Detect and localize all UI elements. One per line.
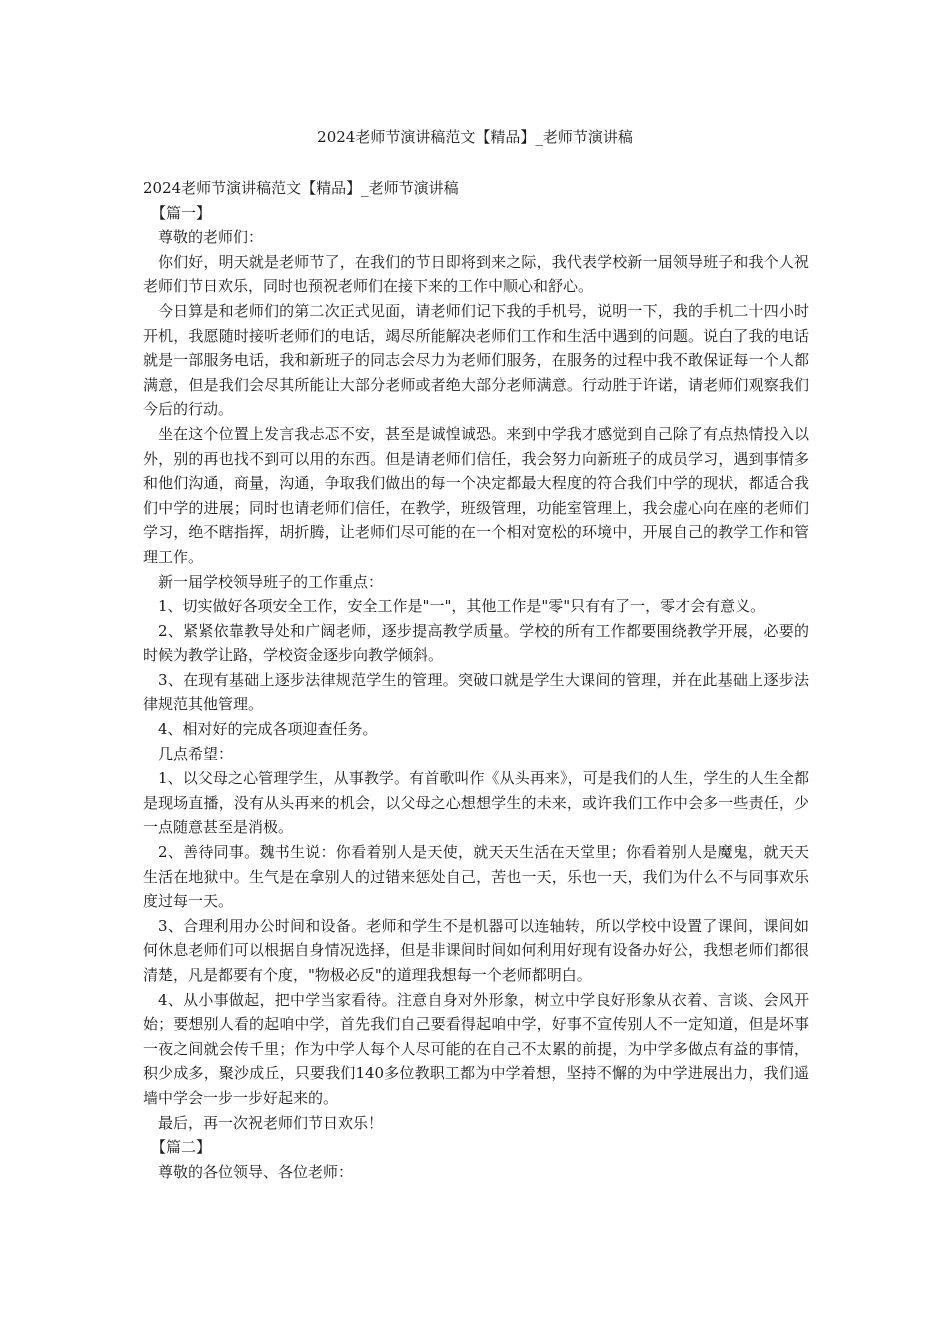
paragraph: 1、以父母之心管理学生，从事教学。有首歌叫作《从头再来》，可是我们的人生，学生的人生全都是现场直播，没有从头再来的机会，以父母之心想想学生的未来，或许我们工作中会多一些责任，少一点随意甚至是消极。 — [143, 769, 809, 837]
paragraph: 2024老师节演讲稿范文【精品】_老师节演讲稿 — [143, 179, 459, 197]
paragraph: 1、切实做好各项安全工作，安全工作是"一"，其他工作是"零"只有有了一，零才会有意义。 — [158, 597, 766, 616]
paragraph: 3、在现有基础上逐步法律规范学生的管理。突破口就是学生大课间的管理，并在此基础上逐步法律规范其他管理。 — [143, 670, 809, 714]
paragraph: 坐在这个位置上发言我忐忑不安，甚至是诚惶诚恐。来到中学我才感觉到自己除了有点热情投入以外，别的再也找不到可以用的东西。但是请老师们信任，我会努力向新班子的成员学习，遇到事情多和他们沟通，商量，沟通，争取我们做出的每一个决定都最大程度的符合我们中学的现状，都适合我们中学的进展；同时也请老师们信任，在教学，班级管理，功能室管理上，我会虚心向在座的老师们学习，绝不瞎指挥，胡折腾，让老师们尽可能的在一个相对宽松的环境中，开展自己的教学工作和管理工作。 — [143, 424, 809, 566]
section-heading: 【篇一】 — [151, 203, 212, 222]
paragraph: 你们好，明天就是老师节了，在我们的节日即将到来之际，我代表学校新一届领导班子和我个人祝老师们节日欢乐，同时也预祝老师们在接下来的工作中顺心和舒心。 — [143, 252, 809, 296]
paragraph: 尊敬的老师们： — [158, 228, 264, 247]
paragraph: 最后，再一次祝老师们节日欢乐！ — [158, 1113, 384, 1132]
document-body — [143, 176, 809, 1184]
paragraph: 2、紧紧依靠教导处和广阔老师，逐步提高教学质量。学校的所有工作都要围绕教学开展，必要的时候为教学让路，学校资金逐步向教学倾斜。 — [143, 621, 809, 665]
document-title: 2024老师节演讲稿范文【精品】_老师节演讲稿 — [317, 128, 633, 146]
paragraph: 2、善待同事。魏书生说：你看着别人是天使，就天天生活在天堂里；你看着别人是魔鬼，就天天生活在地狱中。生气是在拿别人的过错来惩处自己，苦也一天，乐也一天，我们为什么不与同事欢乐度过每一天。 — [143, 843, 809, 911]
paragraph: 新一届学校领导班子的工作重点： — [158, 572, 384, 591]
paragraph: 4、相对好的完成各项迎查任务。 — [158, 720, 378, 739]
paragraph: 今日算是和老师们的第二次正式见面，请老师们记下我的手机号，说明一下，我的手机二十四小时开机，我愿随时接听老师们的电话，竭尽所能解决老师们工作和生活中遇到的问题。说白了我的电话就是一部服务电话，我和新班子的同志会尽力为老师们服务，在服务的过程中我不敢保证每一个人都满意，但是我们会尽其所能让大部分老师或者绝大部分老师满意。行动胜于许诺，请老师们观察我们今后的行动。 — [143, 301, 809, 419]
paragraph: 3、合理利用办公时间和设备。老师和学生不是机器可以连轴转，所以学校中设置了课间，课间如何休息老师们可以根据自身情况选择，但是非课间时间如何利用好现有设备办好公，我想老师们都很清楚，凡是都要有个度，"物极必反"的道理我想每一个老师都明白。 — [143, 916, 809, 984]
paragraph: 几点希望： — [158, 744, 234, 763]
paragraph: 4、从小事做起，把中学当家看待。注意自身对外形象，树立中学良好形象从衣着、言谈、会风开始；要想别人看的起咱中学，首先我们自己要看得起咱中学，好事不宣传别人不一定知道，但是坏事一夜之间就会传千里；作为中学人每个人尽可能的在自己不太累的前提，为中学多做点有益的事情，积少成多，聚沙成丘，只要我们140多位教职工都为中学着想，坚持不懈的为中学进展出力，我们遥墙中学会一步一步好起来的。 — [143, 990, 809, 1107]
section-heading: 【篇二】 — [151, 1138, 212, 1157]
paragraph: 尊敬的各位领导、各位老师： — [158, 1162, 354, 1181]
